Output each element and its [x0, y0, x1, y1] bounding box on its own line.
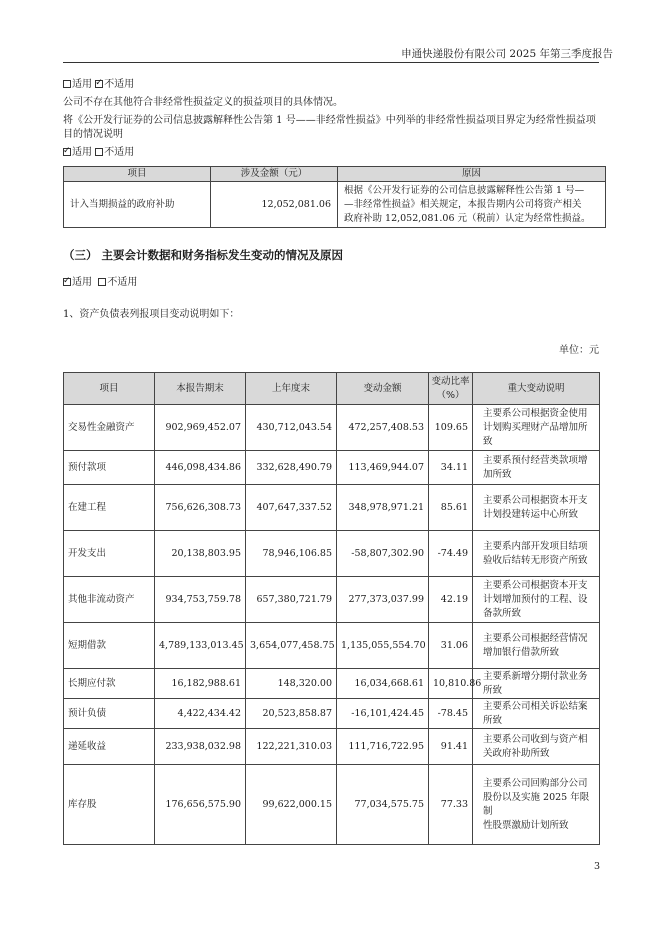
reason-line: 主要系公司根据经营情况	[483, 632, 588, 644]
balance-sheet-changes-table	[63, 372, 600, 845]
table-header-row	[64, 373, 600, 405]
reason-line: 主要系预付经营类款项增	[483, 454, 588, 466]
cell-reason	[338, 182, 606, 228]
not-applicable-label: 不适用	[104, 79, 135, 90]
cell-current: 446,098,434.86	[155, 451, 246, 485]
column-header-current: 本报告期末	[155, 373, 246, 405]
cell-reason	[473, 699, 600, 729]
cell-item: 预计负债	[64, 699, 155, 729]
applicability-options-2	[63, 146, 134, 160]
reason-line: 计划增加预付的工程、设	[483, 593, 588, 605]
table-row	[64, 451, 600, 485]
cell-ratio: 91.41	[429, 729, 473, 765]
reason-line: 股份以及实施 2025 年限制	[483, 791, 590, 817]
table-row	[64, 485, 600, 531]
reason-line: 增加银行借款所致	[483, 646, 560, 658]
cell-last-year: 78,946,106.85	[246, 531, 337, 577]
cell-change: 1,135,055,554.70	[337, 623, 429, 669]
reason-line: 主要系公司根据资本开支	[483, 494, 588, 506]
column-header-change: 变动金额	[337, 373, 429, 405]
cell-item: 长期应付款	[64, 669, 155, 699]
checkbox-unchecked-icon	[63, 80, 71, 88]
cell-reason	[473, 765, 600, 845]
applicability-options-1	[63, 78, 134, 92]
no-other-items-statement: 公司不存在其他符合非经常性损益定义的损益项目的具体情况。	[63, 97, 343, 108]
cell-change: 472,257,408.53	[337, 405, 429, 451]
applicable-label: 适用	[72, 79, 92, 90]
cell-current: 4,422,434.42	[155, 699, 246, 729]
reason-line: 致	[483, 435, 493, 447]
cell-change: 277,373,037.99	[337, 577, 429, 623]
cell-item: 在建工程	[64, 485, 155, 531]
cell-item: 库存股	[64, 765, 155, 845]
cell-ratio: 77.33	[429, 765, 473, 845]
section-title: （三） 主要会计数据和财务指标发生变动的情况及原因	[63, 248, 344, 262]
cell-current: 16,182,988.61	[155, 669, 246, 699]
cell-last-year: 430,712,043.54	[246, 405, 337, 451]
cell-reason	[473, 531, 600, 577]
column-header-reason: 重大变动说明	[473, 373, 600, 405]
reason-line: 验收后结转无形资产所致	[483, 554, 588, 566]
table-row	[64, 729, 600, 765]
cell-current: 756,626,308.73	[155, 485, 246, 531]
reason-line: 性股票激励计划所致	[483, 819, 569, 831]
cell-last-year: 332,628,490.79	[246, 451, 337, 485]
reclassification-statement-line2: 目的情况说明	[63, 129, 123, 140]
cell-change: 111,716,722.95	[337, 729, 429, 765]
cell-current: 20,138,803.95	[155, 531, 246, 577]
cell-ratio: -78.45	[429, 699, 473, 729]
cell-reason	[473, 623, 600, 669]
cell-current: 934,753,759.78	[155, 577, 246, 623]
cell-item: 其他非流动资产	[64, 577, 155, 623]
table-row	[64, 405, 600, 451]
cell-item: 递延收益	[64, 729, 155, 765]
checkbox-unchecked-icon	[95, 148, 103, 156]
cell-item: 开发支出	[64, 531, 155, 577]
table-row	[64, 669, 600, 699]
cell-last-year: 657,380,721.79	[246, 577, 337, 623]
reason-line: 主要系公司收到与资产相	[483, 733, 588, 745]
cell-reason	[473, 405, 600, 451]
reason-line: 所致	[483, 714, 503, 726]
page-number: 3	[593, 861, 600, 872]
cell-change: 348,978,971.21	[337, 485, 429, 531]
cell-ratio: -74.49	[429, 531, 473, 577]
cell-amount: 12,052,081.06	[211, 182, 338, 228]
reason-line: 所致	[483, 684, 503, 696]
table-row	[64, 531, 600, 577]
not-applicable-label: 不适用	[104, 147, 135, 158]
cell-ratio: 10,810.86	[429, 669, 473, 699]
ratio-header-unit: （%）	[436, 389, 465, 401]
recurring-gains-table	[63, 166, 606, 228]
reason-line: 计划投建转运中心所致	[483, 508, 579, 520]
cell-item: 预付款项	[64, 451, 155, 485]
cell-last-year: 122,221,310.03	[246, 729, 337, 765]
table-row	[64, 765, 600, 845]
cell-reason	[473, 669, 600, 699]
column-header-ratio	[429, 373, 473, 405]
checkbox-checked-icon	[63, 278, 71, 286]
cell-item: 计入当期损益的政府补助	[64, 182, 211, 228]
table-row	[64, 577, 600, 623]
reason-line: 根据《公开发行证券的公司信息披露解释性公告第 1 号—	[344, 184, 585, 196]
cell-ratio: 31.06	[429, 623, 473, 669]
cell-reason	[473, 485, 600, 531]
column-header-item: 项目	[64, 167, 211, 182]
reclassification-statement-line1: 将《公开发行证券的公司信息披露解释性公告第 1 号——非经常性损益》中列举的非经常性损益项目界定为经常性损益项	[63, 115, 596, 126]
header-divider	[63, 62, 599, 63]
cell-current: 902,969,452.07	[155, 405, 246, 451]
cell-current: 233,938,032.98	[155, 729, 246, 765]
reason-line: —非经常性损益》相关规定，本报告期内公司将资产相关	[344, 198, 582, 210]
reason-line: 主要系公司回购部分公司	[483, 777, 588, 789]
cell-reason	[473, 451, 600, 485]
reason-line: 关政府补助所致	[483, 747, 550, 759]
cell-item: 交易性金融资产	[64, 405, 155, 451]
cell-change: -58,807,302.90	[337, 531, 429, 577]
cell-ratio: 42.19	[429, 577, 473, 623]
reason-line: 备款所致	[483, 607, 522, 619]
cell-last-year: 407,647,337.52	[246, 485, 337, 531]
reason-line: 主要系新增分期付款业务	[483, 670, 588, 682]
applicable-label: 适用	[72, 277, 92, 288]
column-header-item: 项目	[64, 373, 155, 405]
reason-line: 计划购买理财产品增加所	[483, 421, 588, 433]
cell-last-year: 148,320.00	[246, 669, 337, 699]
checkbox-checked-icon	[95, 80, 103, 88]
applicable-label: 适用	[72, 147, 92, 158]
column-header-reason: 原因	[338, 167, 606, 182]
reason-line: 主要系内部开发项目结项	[483, 540, 588, 552]
cell-ratio: 34.11	[429, 451, 473, 485]
cell-reason	[473, 577, 600, 623]
checkbox-checked-icon	[63, 148, 71, 156]
column-header-last-year: 上年度末	[246, 373, 337, 405]
applicability-options-3	[63, 276, 137, 290]
not-applicable-label: 不适用	[107, 277, 138, 288]
cell-current: 176,656,575.90	[155, 765, 246, 845]
column-header-amount: 涉及金额（元）	[211, 167, 338, 182]
reason-line: 主要系公司根据资金使用	[483, 407, 588, 419]
cell-current: 4,789,133,013.45	[155, 623, 246, 669]
balance-sheet-subtitle: 1、资产负债表列报项目变动说明如下：	[63, 309, 240, 320]
cell-last-year: 3,654,077,458.75	[246, 623, 337, 669]
cell-reason	[473, 729, 600, 765]
cell-change: -16,101,424.45	[337, 699, 429, 729]
cell-change: 16,034,668.61	[337, 669, 429, 699]
report-header-title: 申通快递股份有限公司 2025 年第三季度报告	[401, 48, 613, 60]
table-row	[64, 182, 606, 228]
reason-line: 主要系公司根据资本开支	[483, 579, 588, 591]
reason-line: 政府补助 12,052,081.06 元（税前）认定为经常性损益。	[344, 212, 591, 224]
cell-ratio: 85.61	[429, 485, 473, 531]
reason-line: 加所致	[483, 468, 512, 480]
table-row	[64, 623, 600, 669]
cell-last-year: 99,622,000.15	[246, 765, 337, 845]
cell-change: 77,034,575.75	[337, 765, 429, 845]
cell-item: 短期借款	[64, 623, 155, 669]
reason-line: 主要系公司相关诉讼结案	[483, 700, 588, 712]
cell-ratio: 109.65	[429, 405, 473, 451]
table-header-row	[64, 167, 606, 182]
checkbox-unchecked-icon	[98, 278, 106, 286]
cell-last-year: 20,523,858.87	[246, 699, 337, 729]
cell-change: 113,469,944.07	[337, 451, 429, 485]
unit-label: 单位：元	[559, 345, 599, 356]
ratio-header-line: 变动比率	[431, 375, 470, 387]
table-row	[64, 699, 600, 729]
